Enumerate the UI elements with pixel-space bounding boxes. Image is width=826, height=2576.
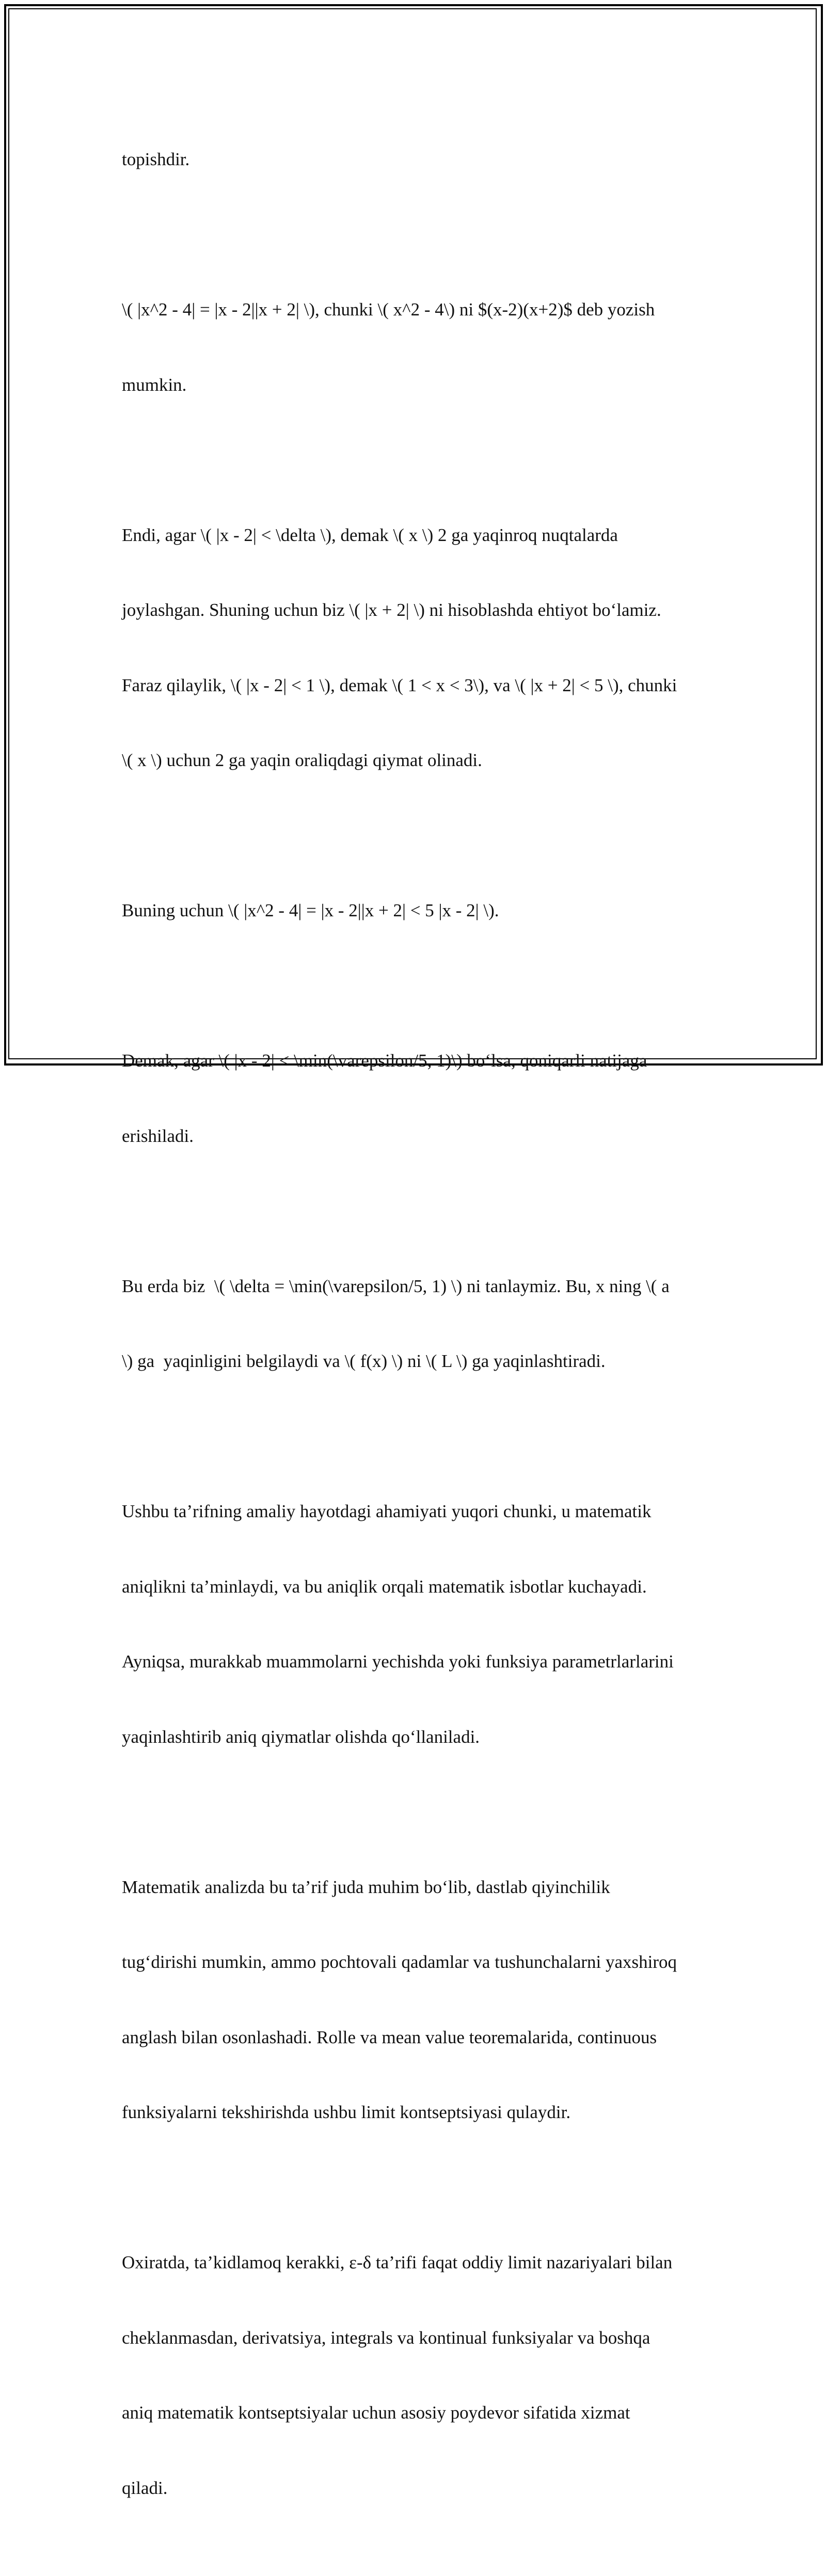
text-line: mumkin. — [122, 374, 187, 395]
paragraph — [122, 1825, 705, 2175]
text-line: Buning uchun \( |x^2 - 4| = |x - 2||x + 2| < 5 |x - 2| \). — [122, 900, 499, 920]
text-line: cheklanmasdan, derivatsiya, integrals va kontinual funksiyalar va boshqa — [122, 2327, 650, 2348]
text-line: erishiladi. — [122, 1125, 194, 1146]
paragraph — [122, 473, 705, 823]
text-line: \( |x^2 - 4| = |x - 2||x + 2| \), chunki \( x^2 - 4\) ni $(x-2)(x+2)$ deb yozish — [122, 299, 655, 320]
text-line: yaqinlashtirib aniq qiymatlar olishda qo‘llaniladi. — [122, 1726, 480, 1747]
text-line: \) ga yaqinligini belgilaydi va \( f(x) \) ni \( L \) ga yaqinlashtiradi. — [122, 1351, 606, 1371]
text-line: qiladi. — [122, 2477, 168, 2498]
paragraph — [122, 1449, 705, 1800]
text-line: Bu erda biz \( \delta = \min(\varepsilon/5, 1) \) ni tanlaymiz. Bu, x ning \( a — [122, 1276, 670, 1296]
text-line: anglash bilan osonlashadi. Rolle va mean value teoremalarida, continuous — [122, 2027, 657, 2047]
text-line: Ayniqsa, murakkab muammolarni yechishda yoki funksiya parametrlarlarini — [122, 1651, 674, 1672]
paragraph — [122, 1224, 705, 1424]
paragraph — [122, 998, 705, 1199]
text-line: joylashgan. Shuning uchun biz \( |x + 2| \) ni hisoblashda ehtiyot bo‘lamiz. — [122, 600, 661, 620]
document-body — [122, 97, 705, 2576]
text-line: Endi, agar \( |x - 2| < \delta \), demak \( x \) 2 ga yaqinroq nuqtalarda — [122, 524, 618, 545]
paragraph — [122, 848, 705, 974]
text-line: tug‘dirishi mumkin, ammo pochtovali qadamlar va tushunchalarni yaxshiroq — [122, 1952, 677, 1972]
text-line: Faraz qilaylik, \( |x - 2| < 1 \), demak \( 1 < x < 3\), va \( |x + 2| < 5 \), chunki — [122, 675, 677, 695]
paragraph — [122, 247, 705, 448]
text-line: \( x \) uchun 2 ga yaqin oraliqdagi qiymat olinadi. — [122, 750, 482, 770]
text-line: Matematik analizda bu ta’rif juda muhim bo‘lib, dastlab qiyinchilik — [122, 1877, 610, 1897]
text-line: funksiyalarni tekshirishda ushbu limit kontseptsiyasi qulaydir. — [122, 2102, 571, 2122]
text-line: topishdir. — [122, 149, 190, 169]
text-line: Oxiratda, ta’kidlamoq kerakki, ε-δ ta’rifi faqat oddiy limit nazariyalari bilan — [122, 2252, 673, 2272]
paragraph — [122, 97, 705, 222]
text-line: Demak, agar \( |x - 2| < \min(\varepsilon/5, 1)\) bo‘lsa, qoniqarli natijaga — [122, 1051, 647, 1071]
paragraph — [122, 2200, 705, 2551]
text-line: aniqlikni ta’minlaydi, va bu aniqlik orqali matematik isbotlar kuchayadi. — [122, 1576, 647, 1597]
text-line: Ushbu ta’rifning amaliy hayotdagi ahamiyati yuqori chunki, u matematik — [122, 1501, 652, 1521]
text-line: aniq matematik kontseptsiyalar uchun asosiy poydevor sifatida xizmat — [122, 2403, 630, 2423]
